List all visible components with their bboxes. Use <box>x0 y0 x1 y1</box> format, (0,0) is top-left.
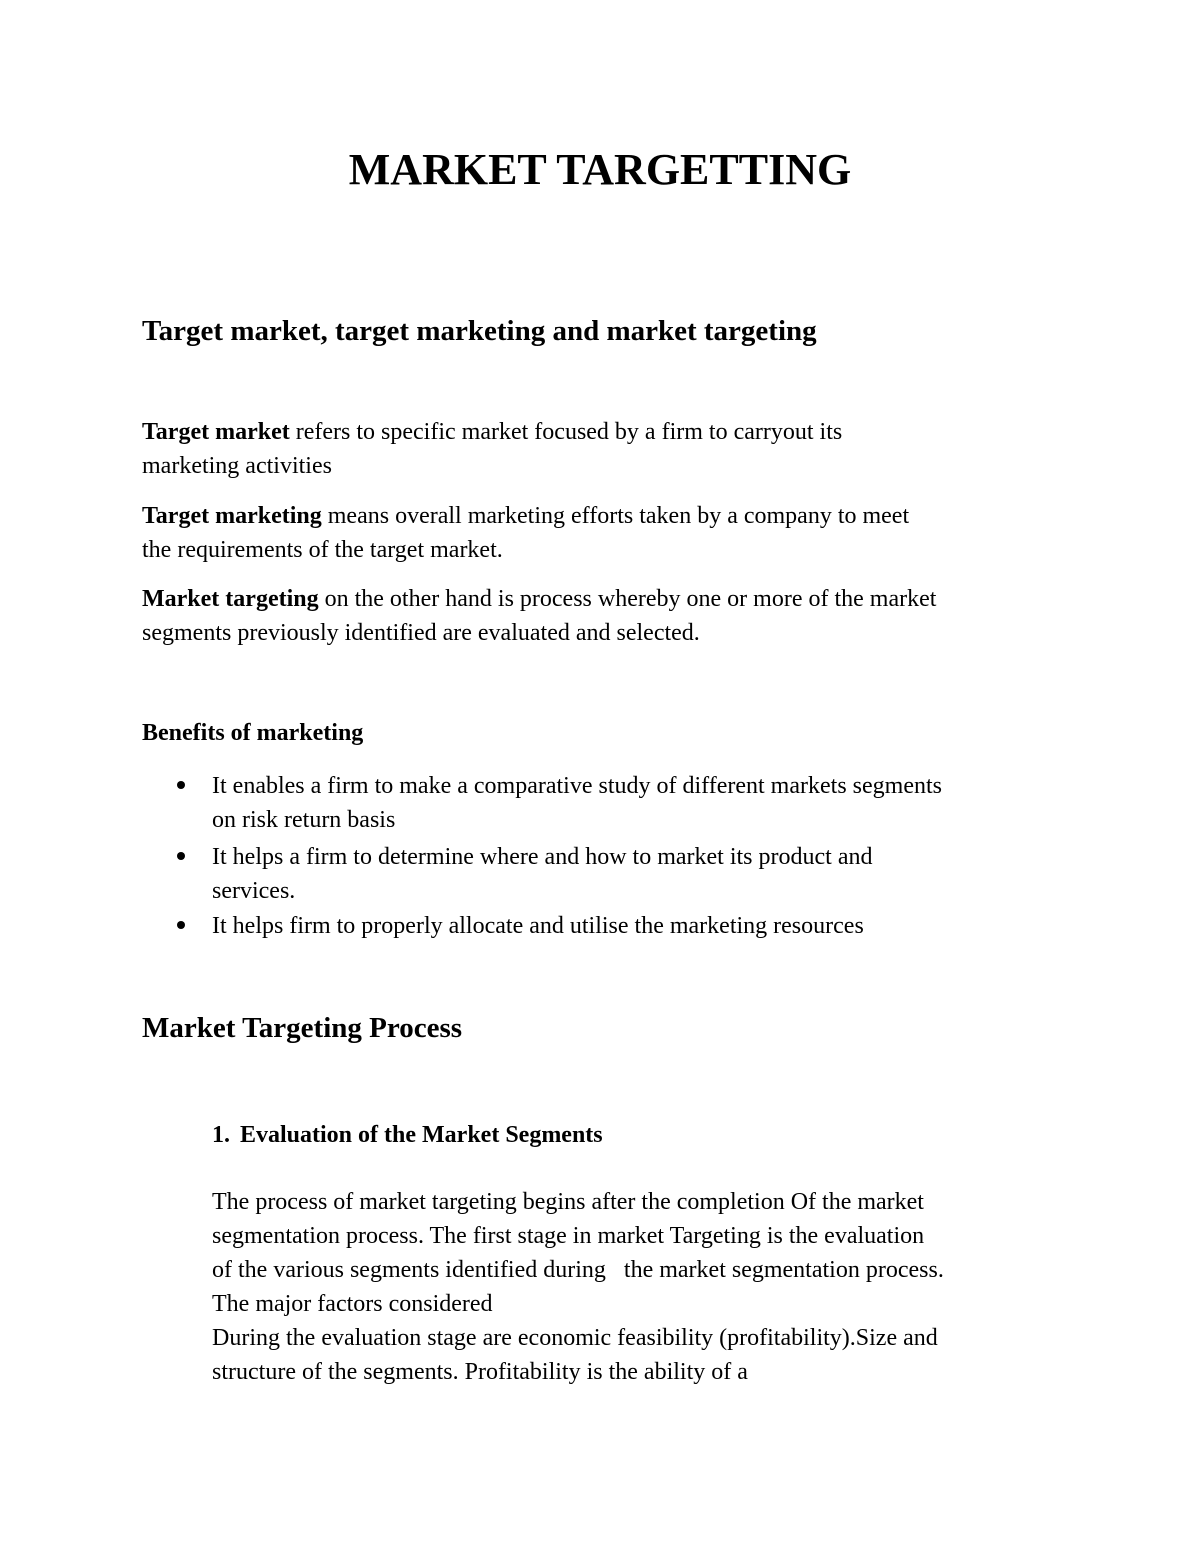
step-1-paragraph-line: structure of the segments. Profitability is the ability of a <box>212 1359 748 1385</box>
definition-term: Market targeting <box>142 586 319 612</box>
benefit-item-2-line1: It helps a firm to determine where and how to market its product and <box>212 844 873 870</box>
definition-market-targeting-line1 <box>142 582 936 616</box>
step-1-paragraph-line: During the evaluation stage are economic feasibility (profitability).Size and <box>212 1325 938 1351</box>
bullet-icon <box>177 781 185 789</box>
benefit-item-1-line2: on risk return basis <box>212 807 396 833</box>
step-1-paragraph-line: The major factors considered <box>212 1291 493 1317</box>
definition-text: refers to specific market focused by a firm to carryout its <box>289 419 843 445</box>
definition-target-marketing-line1 <box>142 499 909 533</box>
step-1-paragraph-line: The process of market targeting begins after the completion Of the market <box>212 1189 924 1215</box>
step-1-paragraph-line: segmentation process. The first stage in market Targeting is the evaluation <box>212 1223 925 1249</box>
definition-text: means overall marketing efforts taken by a company to meet <box>321 503 910 529</box>
definition-term: Target marketing <box>142 503 322 529</box>
process-heading: Market Targeting Process <box>142 1012 463 1044</box>
step-1-heading <box>212 1118 603 1152</box>
step-title: Evaluation of the Market Segments <box>240 1122 603 1148</box>
definition-target-market-line1 <box>142 415 842 449</box>
definition-target-marketing-line2: the requirements of the target market. <box>142 537 503 563</box>
document-title: MARKET TARGETTING <box>348 145 852 194</box>
section-heading-target-market: Target market, target marketing and market targeting <box>142 315 817 347</box>
definition-text: on the other hand is process whereby one or more of the market <box>318 586 937 612</box>
definition-target-market-line2: marketing activities <box>142 453 332 479</box>
benefits-heading: Benefits of marketing <box>142 720 364 746</box>
definition-term: Target market <box>142 419 290 445</box>
step-1-paragraph-line: of the various segments identified during the market segmentation process. <box>212 1257 944 1283</box>
benefit-item-3-line1: It helps firm to properly allocate and utilise the marketing resources <box>212 913 864 939</box>
benefit-item-1-line1: It enables a firm to make a comparative study of different markets segments <box>212 773 942 799</box>
step-number: 1. <box>212 1122 230 1148</box>
definition-market-targeting-line2: segments previously identified are evaluated and selected. <box>142 620 700 646</box>
benefit-item-2-line2: services. <box>212 878 296 904</box>
bullet-icon <box>177 921 185 929</box>
bullet-icon <box>177 852 185 860</box>
